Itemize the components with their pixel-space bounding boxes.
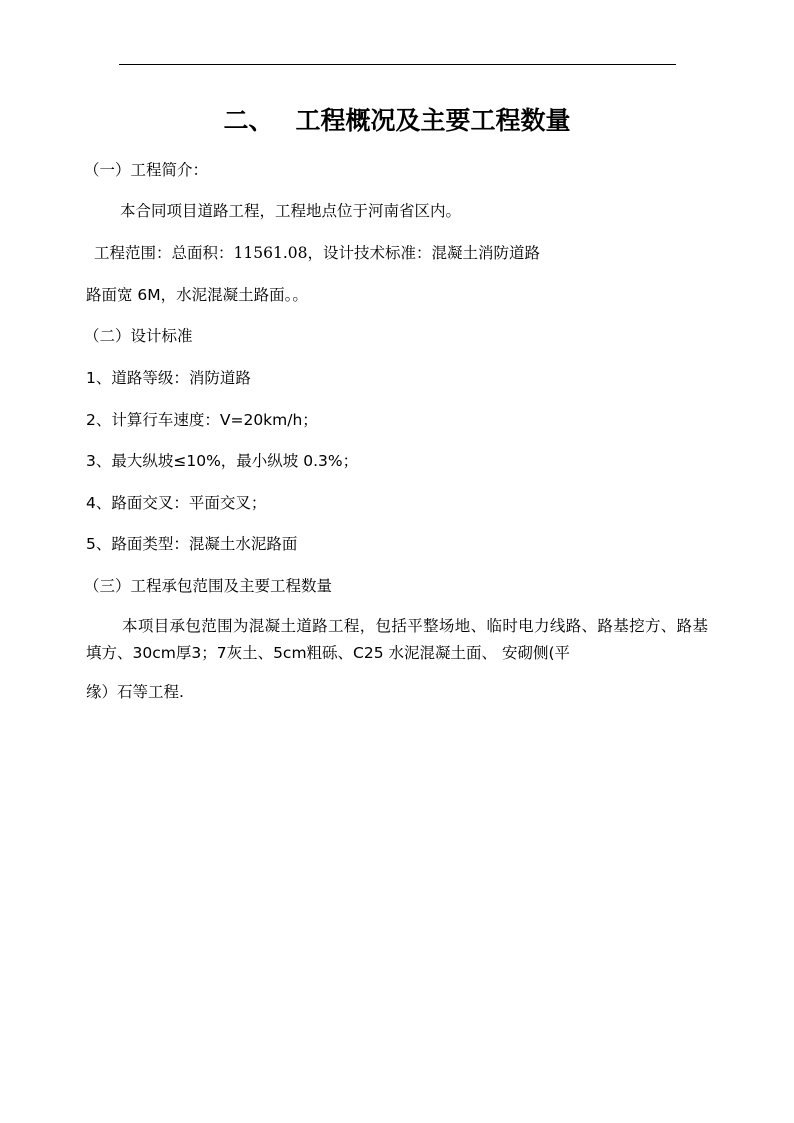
section2-heading: （二）设计标准: [84, 327, 193, 345]
intro-line: 本合同项目道路工程，工程地点位于河南省区内。: [120, 202, 462, 220]
scope-paragraph-end: 缘）石等工程.: [86, 683, 184, 701]
title-text: 工程概况及主要工程数量: [295, 106, 571, 135]
scope-line-1-b: 11561.08: [233, 244, 308, 262]
section1-heading: （一）工程简介：: [84, 161, 209, 179]
page-title: [0, 104, 794, 138]
scope-line-1-c: ，设计技术标准：混凝土消防道路: [307, 244, 540, 262]
standard-item: 3、最大纵坡≤10%，最小纵坡 0.3%；: [86, 452, 359, 470]
standard-item: 1、道路等级：消防道路: [86, 369, 251, 387]
scope-line-1: [94, 243, 540, 263]
standard-item: 2、计算行车速度：V=20km/h；: [86, 411, 318, 429]
scope-line-1-a: 工程范围：总面积：: [94, 244, 234, 262]
header-rule: [119, 64, 676, 65]
standard-item: 5、路面类型：混凝土水泥路面: [86, 535, 298, 553]
title-number: 二、: [223, 106, 274, 135]
section3-heading: （三）工程承包范围及主要工程数量: [84, 577, 333, 595]
scope-line-2: 路面宽 6M，水泥混凝土路面。。: [86, 286, 308, 304]
standard-item: 4、路面交叉：平面交叉；: [86, 494, 267, 512]
scope-paragraph: 本项目承包范围为混凝土道路工程，包括平整场地、临时电力线路、路基挖方、路基填方、30cm厚3；7灰土、5cm粗砾、C25 水泥混凝土面、 安砌侧(平: [86, 617, 708, 662]
